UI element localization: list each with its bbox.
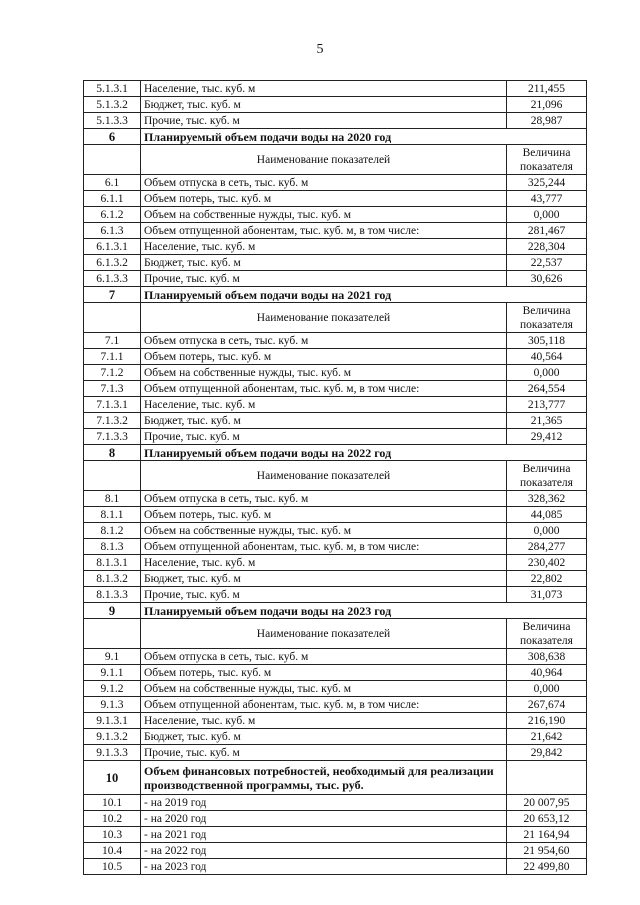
row-number: 5.1.3.3 [84,113,141,129]
row-indicator-name: Объем потерь, тыс. куб. м [141,665,507,681]
table-row [84,429,587,445]
table-row [84,365,587,381]
row-indicator-value: 213,777 [507,397,587,413]
section-number: 6 [84,129,141,145]
row-indicator-name: Объем на собственные нужды, тыс. куб. м [141,523,507,539]
table-row [84,649,587,665]
row-indicator-name: Прочие, тыс. куб. м [141,271,507,287]
row-indicator-name: Население, тыс. куб. м [141,81,507,97]
row-indicator-name: Объем отпущенной абонентам, тыс. куб. м, в том числе: [141,381,507,397]
row-indicator-name: Население, тыс. куб. м [141,713,507,729]
row-indicator-name: Прочие, тыс. куб. м [141,745,507,761]
column-header-number-cell [84,145,141,175]
row-number: 8.1.1 [84,507,141,523]
row-number: 6.1.2 [84,207,141,223]
section-row [84,761,587,795]
row-indicator-name: - на 2020 год [141,811,507,827]
row-number: 9.1.3.3 [84,745,141,761]
row-indicator-value: 29,412 [507,429,587,445]
table-row [84,795,587,811]
row-number: 6.1.3.3 [84,271,141,287]
row-number: 9.1.3 [84,697,141,713]
table-row [84,571,587,587]
row-number: 8.1.2 [84,523,141,539]
indicators-table-body [84,81,587,875]
row-number: 9.1 [84,649,141,665]
section-value [507,761,587,795]
row-indicator-name: Население, тыс. куб. м [141,397,507,413]
row-number: 6.1.3.1 [84,239,141,255]
table-row [84,859,587,875]
row-indicator-name: Прочие, тыс. куб. м [141,113,507,129]
row-indicator-value: 328,362 [507,491,587,507]
column-header-name: Наименование показателей [141,461,507,491]
row-indicator-value: 211,455 [507,81,587,97]
column-header-name: Наименование показателей [141,303,507,333]
column-header-value: Величина показателя [507,619,587,649]
table-row [84,255,587,271]
row-indicator-value: 0,000 [507,681,587,697]
row-number: 6.1 [84,175,141,191]
row-indicator-name: Объем на собственные нужды, тыс. куб. м [141,681,507,697]
table-row [84,413,587,429]
row-number: 6.1.3 [84,223,141,239]
row-indicator-name: Бюджет, тыс. куб. м [141,571,507,587]
table-row [84,729,587,745]
section-row [84,603,587,619]
row-indicator-value: 40,564 [507,349,587,365]
row-indicator-value: 21,642 [507,729,587,745]
table-row [84,97,587,113]
row-number: 9.1.2 [84,681,141,697]
row-number: 7.1.3 [84,381,141,397]
row-indicator-value: 228,304 [507,239,587,255]
row-number: 9.1.3.2 [84,729,141,745]
row-indicator-value: 44,085 [507,507,587,523]
row-number: 9.1.1 [84,665,141,681]
row-indicator-value: 325,244 [507,175,587,191]
row-indicator-name: - на 2023 год [141,859,507,875]
row-indicator-name: Объем потерь, тыс. куб. м [141,191,507,207]
row-indicator-value: 29,842 [507,745,587,761]
section-title: Объем финансовых потребностей, необходимый для реализации производственной программы, тыс. руб. [141,761,507,795]
row-indicator-name: Объем отпущенной абонентам, тыс. куб. м, в том числе: [141,223,507,239]
row-indicator-name: Прочие, тыс. куб. м [141,587,507,603]
row-number: 10.2 [84,811,141,827]
table-row [84,381,587,397]
column-header-number-cell [84,303,141,333]
row-number: 10.1 [84,795,141,811]
row-number: 7.1.3.1 [84,397,141,413]
table-row [84,681,587,697]
table-row [84,555,587,571]
row-number: 8.1.3 [84,539,141,555]
section-title: Планируемый объем подачи воды на 2020 год [141,129,587,145]
row-number: 7.1.3.2 [84,413,141,429]
row-indicator-name: Объем потерь, тыс. куб. м [141,349,507,365]
column-header-value: Величина показателя [507,145,587,175]
row-indicator-name: Объем отпуска в сеть, тыс. куб. м [141,333,507,349]
row-indicator-value: 22,802 [507,571,587,587]
row-indicator-value: 21,096 [507,97,587,113]
row-indicator-value: 20 653,12 [507,811,587,827]
table-row [84,843,587,859]
column-header-name: Наименование показателей [141,145,507,175]
page-number: 5 [316,42,324,57]
row-number: 10.3 [84,827,141,843]
row-indicator-value: 21 164,94 [507,827,587,843]
table-row [84,745,587,761]
table-row [84,539,587,555]
row-indicator-name: - на 2022 год [141,843,507,859]
row-indicator-value: 267,674 [507,697,587,713]
table-row [84,697,587,713]
row-indicator-name: Население, тыс. куб. м [141,239,507,255]
row-number: 10.4 [84,843,141,859]
row-indicator-name: Бюджет, тыс. куб. м [141,255,507,271]
section-number: 10 [84,761,141,795]
section-title: Планируемый объем подачи воды на 2022 год [141,445,587,461]
table-row [84,113,587,129]
row-number: 7.1.3.3 [84,429,141,445]
column-header-value: Величина показателя [507,461,587,491]
row-number: 10.5 [84,859,141,875]
row-indicator-name: Объем отпущенной абонентам, тыс. куб. м, в том числе: [141,539,507,555]
row-indicator-value: 0,000 [507,523,587,539]
row-indicator-name: Объем на собственные нужды, тыс. куб. м [141,207,507,223]
section-title: Планируемый объем подачи воды на 2021 год [141,287,587,303]
row-number: 5.1.3.2 [84,97,141,113]
column-header-number-cell [84,619,141,649]
table-row [84,333,587,349]
table-row [84,397,587,413]
row-indicator-value: 43,777 [507,191,587,207]
column-header-row [84,461,587,491]
section-number: 8 [84,445,141,461]
section-row [84,129,587,145]
row-number: 5.1.3.1 [84,81,141,97]
row-number: 6.1.1 [84,191,141,207]
row-number: 8.1.3.3 [84,587,141,603]
row-indicator-name: Бюджет, тыс. куб. м [141,97,507,113]
table-row [84,349,587,365]
table-row [84,175,587,191]
column-header-name: Наименование показателей [141,619,507,649]
row-indicator-value: 21,365 [507,413,587,429]
row-indicator-value: 40,964 [507,665,587,681]
table-row [84,223,587,239]
row-indicator-name: Объем отпуска в сеть, тыс. куб. м [141,491,507,507]
column-header-row [84,303,587,333]
row-indicator-name: Объем потерь, тыс. куб. м [141,507,507,523]
row-indicator-value: 31,073 [507,587,587,603]
table-row [84,491,587,507]
row-indicator-name: Объем отпуска в сеть, тыс. куб. м [141,649,507,665]
table-row [84,81,587,97]
table-row [84,523,587,539]
table-row [84,239,587,255]
row-indicator-value: 305,118 [507,333,587,349]
row-indicator-name: - на 2019 год [141,795,507,811]
column-header-number-cell [84,461,141,491]
row-indicator-name: Прочие, тыс. куб. м [141,429,507,445]
row-indicator-name: Объем отпуска в сеть, тыс. куб. м [141,175,507,191]
table-row [84,191,587,207]
row-number: 8.1.3.1 [84,555,141,571]
row-number: 7.1.2 [84,365,141,381]
row-indicator-value: 216,190 [507,713,587,729]
row-indicator-value: 308,638 [507,649,587,665]
row-indicator-value: 20 007,95 [507,795,587,811]
row-indicator-value: 28,987 [507,113,587,129]
row-number: 8.1.3.2 [84,571,141,587]
section-row [84,445,587,461]
section-title: Планируемый объем подачи воды на 2023 год [141,603,587,619]
row-indicator-name: Население, тыс. куб. м [141,555,507,571]
row-indicator-value: 264,554 [507,381,587,397]
row-indicator-value: 230,402 [507,555,587,571]
row-indicator-value: 0,000 [507,365,587,381]
row-indicator-name: Бюджет, тыс. куб. м [141,413,507,429]
table-row [84,271,587,287]
row-indicator-name: Объем отпущенной абонентам, тыс. куб. м, в том числе: [141,697,507,713]
table-row [84,587,587,603]
indicators-table [83,80,587,875]
row-number: 9.1.3.1 [84,713,141,729]
row-indicator-value: 22 499,80 [507,859,587,875]
column-header-row [84,619,587,649]
row-indicator-name: Объем на собственные нужды, тыс. куб. м [141,365,507,381]
row-indicator-value: 30,626 [507,271,587,287]
row-indicator-name: Бюджет, тыс. куб. м [141,729,507,745]
column-header-row [84,145,587,175]
table-row [84,507,587,523]
section-row [84,287,587,303]
section-number: 9 [84,603,141,619]
row-indicator-value: 22,537 [507,255,587,271]
table-row [84,713,587,729]
row-number: 7.1 [84,333,141,349]
table-row [84,665,587,681]
row-indicator-value: 281,467 [507,223,587,239]
table-row [84,811,587,827]
row-indicator-value: 21 954,60 [507,843,587,859]
column-header-value: Величина показателя [507,303,587,333]
table-row [84,207,587,223]
row-indicator-name: - на 2021 год [141,827,507,843]
row-number: 7.1.1 [84,349,141,365]
row-indicator-value: 0,000 [507,207,587,223]
row-number: 6.1.3.2 [84,255,141,271]
section-number: 7 [84,287,141,303]
row-indicator-value: 284,277 [507,539,587,555]
row-number: 8.1 [84,491,141,507]
table-row [84,827,587,843]
